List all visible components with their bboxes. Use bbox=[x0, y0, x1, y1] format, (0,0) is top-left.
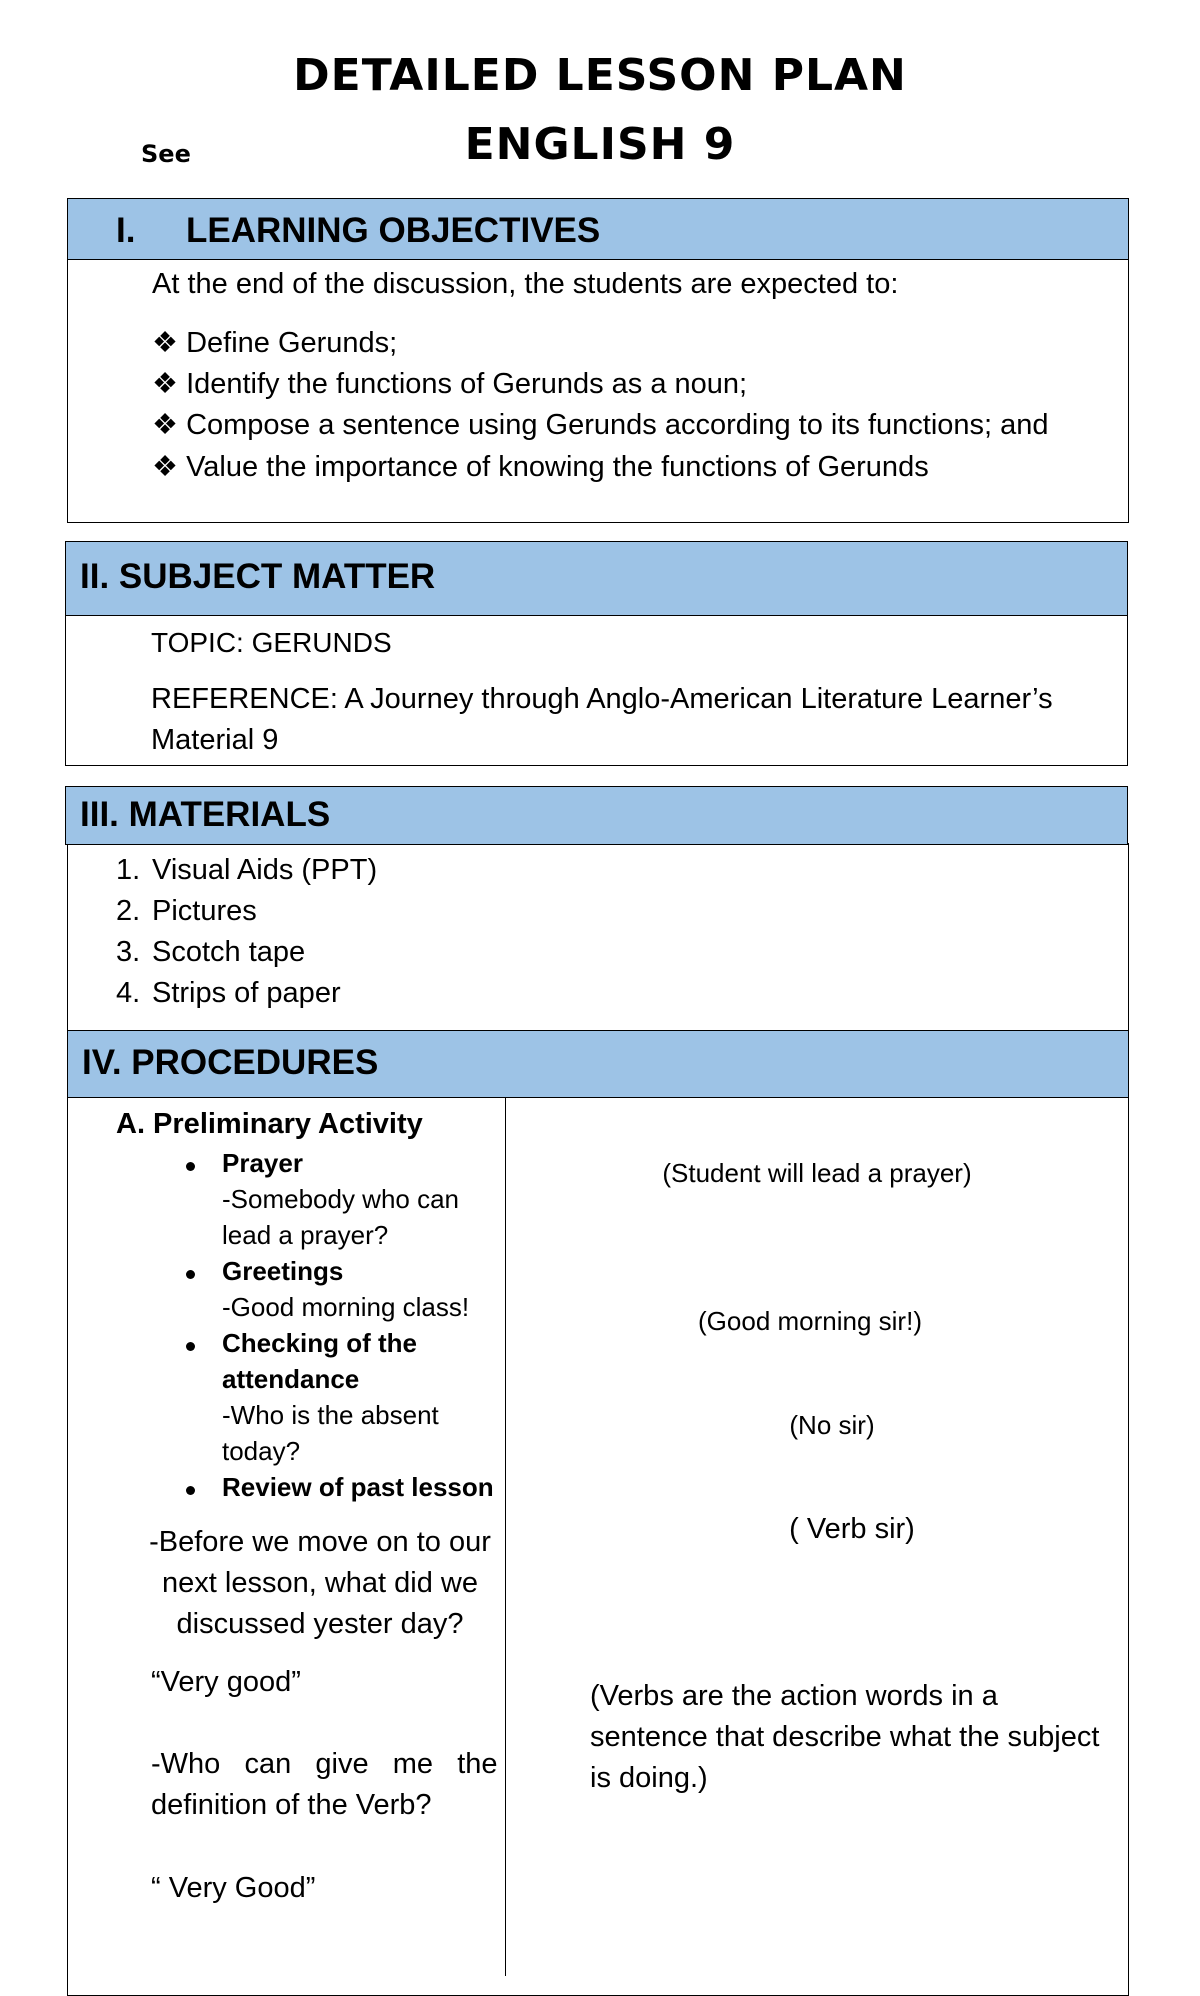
student-definition: is doing.) bbox=[590, 1762, 708, 1794]
attendance-line: today? bbox=[222, 1436, 301, 1466]
student-definition: sentence that describe what the subject bbox=[590, 1721, 1100, 1753]
teacher-praise: “ Very Good” bbox=[151, 1872, 316, 1904]
procedures-header bbox=[67, 1030, 1129, 1098]
review-question: -Before we move on to our bbox=[149, 1526, 491, 1558]
material-item: 1. Visual Aids (PPT) bbox=[116, 854, 378, 886]
objective-item: ❖ Define Gerunds; bbox=[152, 327, 398, 359]
material-item: 2. Pictures bbox=[116, 895, 257, 927]
review-question: discussed yester day? bbox=[176, 1608, 464, 1640]
document-subtitle: ENGLISH 9 bbox=[464, 119, 736, 170]
greetings-line: -Good morning class! bbox=[222, 1292, 470, 1322]
bullet-icon bbox=[186, 1270, 195, 1279]
student-response: (No sir) bbox=[789, 1410, 875, 1440]
objectives-intro: At the end of the discussion, the students are expected to: bbox=[152, 268, 899, 300]
teacher-praise: “Very good” bbox=[151, 1666, 301, 1698]
objectives-header bbox=[67, 198, 1129, 260]
attendance-line: -Who is the absent bbox=[222, 1400, 439, 1430]
prayer-label: Prayer bbox=[222, 1148, 303, 1178]
reference-line-cont: Material 9 bbox=[151, 724, 279, 756]
prayer-line: lead a prayer? bbox=[222, 1220, 389, 1250]
objective-item: ❖ Identify the functions of Gerunds as a noun; bbox=[152, 368, 748, 400]
objective-item: ❖ Compose a sentence using Gerunds according to its functions; and bbox=[152, 409, 1049, 441]
review-label: Review of past lesson bbox=[222, 1472, 494, 1502]
objectives-number: I. bbox=[116, 211, 136, 250]
verb-question: -Who can give me the bbox=[151, 1748, 498, 1780]
material-item: 4. Strips of paper bbox=[116, 977, 341, 1009]
procedures-heading: IV. PROCEDURES bbox=[82, 1043, 379, 1082]
prayer-line: -Somebody who can bbox=[222, 1184, 460, 1214]
topic-line: TOPIC: GERUNDS bbox=[151, 627, 392, 658]
bullet-icon bbox=[186, 1486, 195, 1495]
review-question: next lesson, what did we bbox=[162, 1567, 478, 1599]
diamond-bullet-icon: ❖ bbox=[152, 368, 178, 400]
reference-line: REFERENCE: A Journey through Anglo-American Literature Learner’s bbox=[151, 683, 1053, 715]
verb-question-cont: definition of the Verb? bbox=[151, 1789, 432, 1821]
student-response: (Good morning sir!) bbox=[698, 1306, 922, 1336]
material-item: 3. Scotch tape bbox=[116, 936, 306, 968]
attendance-label-cont: attendance bbox=[222, 1364, 360, 1394]
diamond-bullet-icon: ❖ bbox=[152, 327, 178, 359]
diamond-bullet-icon: ❖ bbox=[152, 409, 178, 441]
section-a-heading: A. Preliminary Activity bbox=[116, 1108, 423, 1140]
see-label: See bbox=[141, 140, 191, 168]
objectives-heading: LEARNING OBJECTIVES bbox=[186, 211, 601, 250]
student-definition: (Verbs are the action words in a bbox=[590, 1680, 998, 1712]
diamond-bullet-icon: ❖ bbox=[152, 451, 178, 483]
objective-item: ❖ Value the importance of knowing the functions of Gerunds bbox=[152, 451, 929, 483]
bullet-icon bbox=[186, 1162, 195, 1171]
attendance-label: Checking of the bbox=[222, 1328, 418, 1358]
subject-matter-heading: II. SUBJECT MATTER bbox=[80, 557, 436, 596]
student-response: ( Verb sir) bbox=[789, 1513, 915, 1545]
materials-header bbox=[65, 786, 1128, 845]
student-response: (Student will lead a prayer) bbox=[662, 1158, 972, 1188]
subject-matter-header bbox=[65, 541, 1128, 616]
bullet-icon bbox=[186, 1342, 195, 1351]
greetings-label: Greetings bbox=[222, 1256, 344, 1286]
column-divider bbox=[505, 1097, 506, 1976]
document-title: DETAILED LESSON PLAN bbox=[293, 50, 907, 101]
materials-heading: III. MATERIALS bbox=[80, 795, 331, 834]
